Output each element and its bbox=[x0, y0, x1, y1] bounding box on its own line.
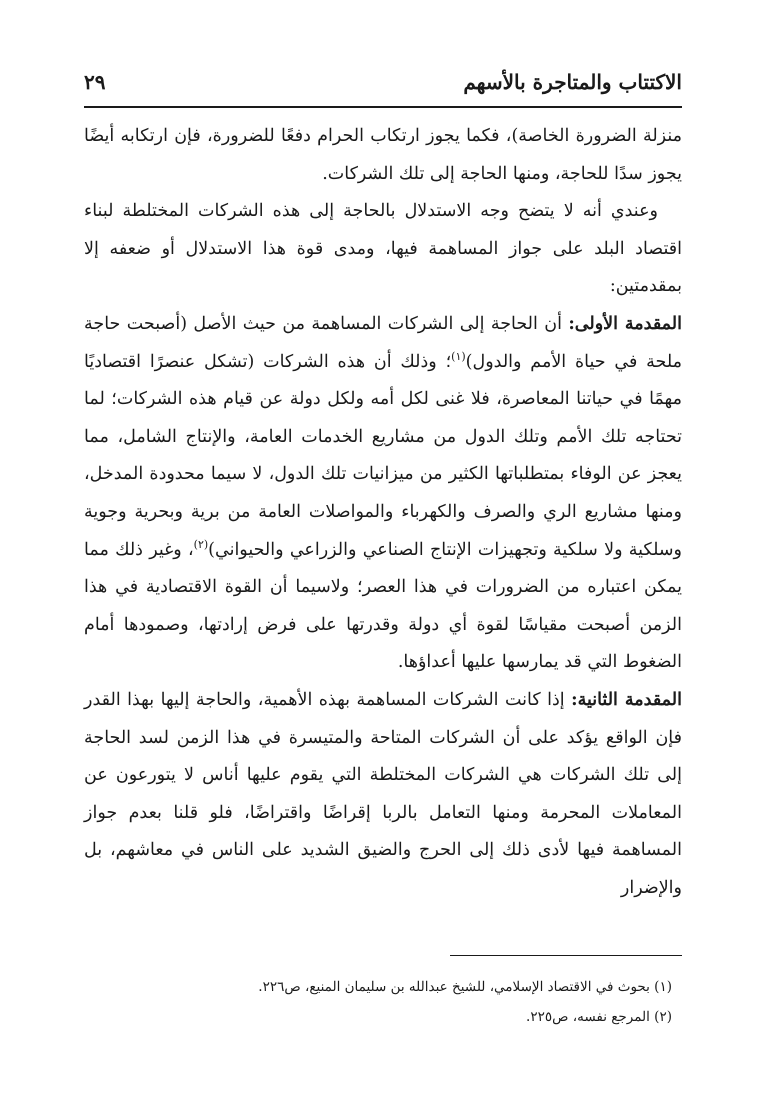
first-premise-text-a: أن الحاجة إلى الشركات المساهمة من حيث الأصل (أصبحت حاجة ملحة في حياة الأمم والدول) bbox=[84, 313, 682, 372]
first-premise-text-c: ، وغير ذلك مما يمكن اعتباره من الضرورات في هذا العصر؛ ولاسيما أن القوة الاقتصادية في هذا الزمن أصبحت مقياسًا لقوة أي دولة وقدرتها على فرض إرادتها، وصمودها أمام الضغوط التي قد يمارسها عليها أعداؤها. bbox=[84, 539, 682, 673]
footnote-2: (٢) المرجع نفسه، ص٢٢٥. bbox=[526, 1009, 672, 1025]
paragraph-2: وعندي أنه لا يتضح وجه الاستدلال بالحاجة إلى هذه الشركات المختلطة لبناء اقتصاد البلد على جواز المساهمة فيها، ومدى قوة هذا الاستدلال أو ضعفه إلا بمقدمتين: bbox=[84, 201, 682, 297]
footnote-1: (١) بحوث في الاقتصاد الإسلامي، للشيخ عبدالله بن سليمان المنيع، ص٢٢٦. bbox=[258, 979, 672, 995]
first-premise-label: المقدمة الأولى: bbox=[568, 313, 682, 334]
footnote-separator bbox=[450, 955, 682, 956]
paragraph-second-premise bbox=[84, 682, 682, 908]
first-premise-text-b: ؛ وذلك أن هذه الشركات (تشكل عنصرًا اقتصاديًا مهمًا في حياتنا المعاصرة، فلا غنى لكل أمه ولكل دولة عن قيام هذه الشركات؛ لما تحتاجه تلك الأمم وتلك الدول من مشاريع الخدمات العامة، والإنتاج الشامل، مما يعجز عن الوفاء بمتطلباتها الكثير من ميزانيات تلك الدول، لا سيما محدودة المدخل، ومنها مشاريع الري والصرف والكهرباء والمواصلات العامة من برية وبحرية وجوية وسلكية ولا سلكية وتجهيزات الإنتاج الصناعي والزراعي والحيواني) bbox=[84, 351, 682, 560]
header-title: الاكتتاب والمتاجرة بالأسهم bbox=[463, 70, 682, 94]
paragraph-first-premise bbox=[84, 306, 682, 682]
footnote-ref-1[interactable]: (١) bbox=[451, 349, 466, 363]
paragraph-1: منزلة الضرورة الخاصة)، فكما يجوز ارتكاب الحرام دفعًا للضرورة، فإن ارتكابه أيضًا يجوز سدًا للحاجة، ومنها الحاجة إلى تلك الشركات. bbox=[84, 126, 682, 184]
second-premise-label: المقدمة الثانية: bbox=[571, 689, 682, 710]
page-number: ٢٩ bbox=[84, 70, 106, 94]
footnote-ref-2[interactable]: (٢) bbox=[193, 537, 209, 551]
main-text bbox=[84, 118, 682, 907]
footnotes bbox=[84, 972, 672, 1032]
second-premise-text: إذا كانت الشركات المساهمة بهذه الأهمية، والحاجة إليها بهذا القدر فإن الواقع يؤكد على أن الشركات المتاحة والمتيسرة في هذا الزمن لسد الحاجة إلى تلك الشركات هي الشركات المختلطة التي يقوم عليها أناس لا يتورعون عن المعاملات المحرمة ومنها التعامل بالربا إقراضًا واقتراضًا، فلو قلنا بعدم جواز المساهمة فيها لأدى ذلك إلى الحرج والضيق الشديد على الناس في معاشهم، بل والإضرار bbox=[84, 689, 682, 898]
running-header bbox=[84, 66, 682, 108]
